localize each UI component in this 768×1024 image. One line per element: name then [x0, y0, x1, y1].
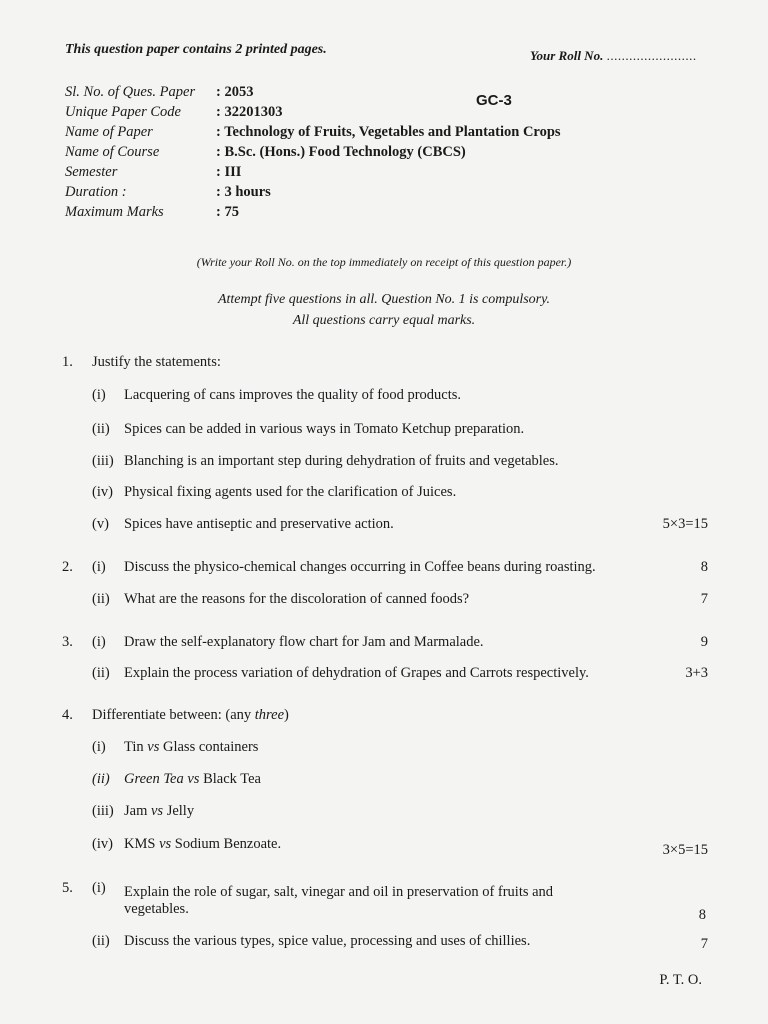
question-number: 1.	[62, 354, 73, 370]
sub-question-number: (iv)	[92, 836, 113, 852]
term-a: Green Tea	[124, 771, 188, 787]
sub-question-number: (ii)	[92, 665, 110, 681]
sub-question-number: (i)	[92, 387, 106, 403]
meta-row	[65, 144, 715, 164]
sub-question-text: Discuss the various types, spice value, processing and uses of chillies.	[124, 933, 531, 949]
sub-question-text-line-2: vegetables.	[124, 901, 189, 917]
sub-question-number: (i)	[92, 880, 106, 896]
marks: 3×5=15	[662, 842, 708, 858]
roll-instruction: (Write your Roll No. on the top immediately on receipt of this question paper.)	[196, 255, 572, 269]
sub-question-text	[124, 803, 194, 820]
question-text: Justify the statements:	[92, 354, 221, 370]
sub-question-number: (ii)	[92, 933, 110, 949]
meta-label: Maximum Marks	[65, 204, 164, 220]
marks: 9	[700, 634, 708, 650]
meta-value: : Technology of Fruits, Vegetables and Plantation Crops	[216, 124, 561, 140]
meta-row	[65, 164, 715, 184]
vs-label: vs	[147, 739, 160, 755]
sub-question-text: Lacquering of cans improves the quality of food products.	[124, 387, 462, 403]
meta-value: : III	[216, 164, 242, 180]
marks: 8	[700, 559, 708, 575]
meta-label: Name of Paper	[65, 124, 153, 140]
sub-question-number: (v)	[92, 516, 109, 532]
term-b: Sodium Benzoate.	[171, 836, 282, 852]
term-a: KMS	[124, 836, 160, 852]
sub-question-number: (ii)	[92, 421, 110, 437]
sub-question-text	[124, 836, 281, 853]
meta-label: Duration :	[65, 184, 127, 200]
meta-row	[65, 104, 715, 124]
roll-label: Your Roll No.	[530, 48, 604, 63]
meta-label: Name of Course	[65, 144, 160, 160]
term-b: Glass containers	[159, 739, 259, 755]
meta-label: Sl. No. of Ques. Paper	[65, 84, 196, 100]
sub-question-text: Spices have antiseptic and preservative action.	[124, 516, 394, 532]
meta-value: : 75	[216, 204, 239, 220]
marks: 3+3	[685, 665, 708, 681]
meta-row	[65, 184, 715, 204]
vs-label: vs	[159, 836, 172, 852]
meta-label: Semester	[65, 164, 118, 180]
marks: 7	[700, 591, 708, 607]
sub-question-text: Spices can be added in various ways in Tomato Ketchup preparation.	[124, 421, 525, 437]
meta-value: : B.Sc. (Hons.) Food Technology (CBCS)	[216, 144, 466, 160]
sub-question-text	[124, 739, 258, 756]
meta-label: Unique Paper Code	[65, 104, 181, 120]
marks: 7	[700, 936, 708, 952]
term-a: Jam	[124, 803, 151, 819]
paper-code: GC-3	[476, 92, 512, 109]
sub-question-text: Discuss the physico-chemical changes occurring in Coffee beans during roasting.	[124, 559, 596, 575]
roll-number-field	[530, 48, 697, 64]
question-number: 2.	[62, 559, 73, 575]
pages-note: This question paper contains 2 printed pages.	[65, 42, 327, 57]
sub-question-text-line-1: Explain the role of sugar, salt, vinegar and oil in preservation of fruits and	[124, 884, 554, 900]
question-number: 5.	[62, 880, 73, 896]
meta-value: : 2053	[216, 84, 254, 100]
meta-row	[65, 204, 715, 224]
sub-question-text: Draw the self-explanatory flow chart for Jam and Marmalade.	[124, 634, 484, 650]
page-turn-note: P. T. O.	[659, 972, 702, 988]
sub-question-number: (i)	[92, 634, 106, 650]
roll-dots: ........................	[606, 48, 697, 63]
sub-question-text	[124, 771, 261, 788]
question-text-part: )	[284, 707, 289, 723]
sub-question-number: (i)	[92, 559, 106, 575]
sub-question-text: Physical fixing agents used for the clarification of Juices.	[124, 484, 457, 500]
meta-value: : 32201303	[216, 104, 283, 120]
marks: 8	[698, 907, 706, 923]
question-text-part: Differentiate between: (any	[92, 707, 255, 723]
vs-label: vs	[187, 771, 200, 787]
question-number: 4.	[62, 707, 73, 723]
sub-question-text: Explain the process variation of dehydration of Grapes and Carrots respectively.	[124, 665, 589, 681]
term-b: Black Tea	[199, 771, 261, 787]
marks: 5×3=15	[662, 516, 708, 532]
term-a: Tin	[124, 739, 148, 755]
question-text-italic: three	[254, 707, 285, 723]
sub-question-number: (i)	[92, 739, 106, 755]
sub-question-number: (ii)	[92, 591, 110, 607]
instruction-line-1: Attempt five questions in all. Question No. 1 is compulsory.	[217, 292, 551, 307]
question-number: 3.	[62, 634, 73, 650]
meta-row	[65, 84, 715, 104]
sub-question-number: (ii)	[92, 771, 110, 787]
sub-question-text: What are the reasons for the discoloration of canned foods?	[124, 591, 470, 607]
term-b: Jelly	[163, 803, 195, 819]
sub-question-number: (iii)	[92, 453, 114, 469]
meta-value: : 3 hours	[216, 184, 271, 200]
vs-label: vs	[150, 803, 164, 819]
question-text	[92, 707, 289, 724]
paper-metadata	[65, 84, 715, 224]
meta-row	[65, 124, 715, 144]
instruction-line-2: All questions carry equal marks.	[292, 313, 476, 328]
sub-question-text: Blanching is an important step during dehydration of fruits and vegetables.	[124, 453, 559, 469]
sub-question-number: (iv)	[92, 484, 113, 500]
sub-question-number: (iii)	[92, 803, 114, 819]
